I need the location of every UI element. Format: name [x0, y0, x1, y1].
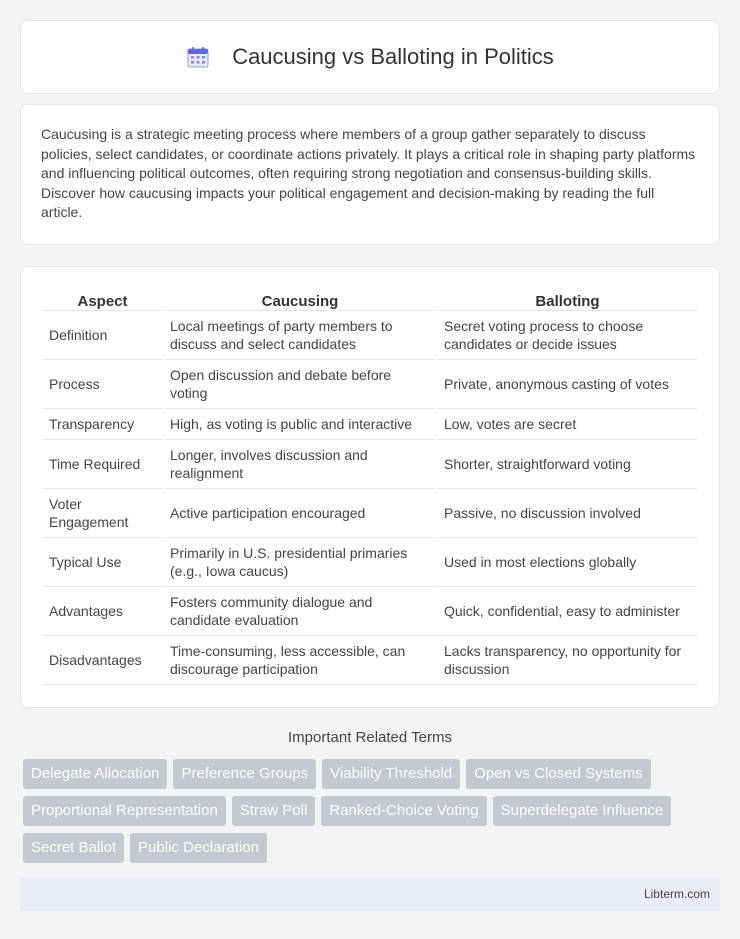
cell-caucusing: Active participation encouraged [164, 489, 436, 538]
footer-site-link[interactable]: Libterm.com [643, 886, 710, 901]
table-row [43, 360, 697, 409]
cell-balloting: Shorter, straightforward voting [438, 440, 697, 489]
cell-aspect: Voter Engagement [43, 489, 162, 538]
cell-balloting: Lacks transparency, no opportunity for discussion [438, 636, 697, 685]
cell-aspect: Advantages [43, 587, 162, 636]
table-header-row [43, 287, 697, 311]
table-row [43, 538, 697, 587]
related-term-tag[interactable]: Proportional Representation [23, 796, 226, 826]
cell-aspect: Typical Use [43, 538, 162, 587]
table-row [43, 636, 697, 685]
related-term-tag[interactable]: Public Declaration [130, 833, 267, 863]
cell-aspect: Transparency [43, 409, 162, 440]
related-terms-title: Important Related Terms [288, 728, 452, 746]
cell-aspect: Process [43, 360, 162, 409]
table-row [43, 440, 697, 489]
table-row [43, 587, 697, 636]
cell-caucusing: Fosters community dialogue and candidate evaluation [164, 587, 436, 636]
cell-caucusing: Primarily in U.S. presidential primaries (e.g., Iowa caucus) [164, 538, 436, 587]
related-term-tag[interactable]: Superdelegate Influence [493, 796, 672, 826]
related-term-tag[interactable]: Ranked-Choice Voting [321, 796, 486, 826]
related-term-tag[interactable]: Straw Poll [232, 796, 316, 826]
related-term-tag[interactable]: Preference Groups [173, 759, 316, 789]
comparison-card [20, 266, 720, 708]
footer [20, 877, 720, 911]
title-card [20, 20, 720, 94]
cell-aspect: Disadvantages [43, 636, 162, 685]
header-balloting: Balloting [438, 287, 697, 311]
cell-balloting: Private, anonymous casting of votes [438, 360, 697, 409]
cell-caucusing: Longer, involves discussion and realignment [164, 440, 436, 489]
intro-card [20, 104, 720, 245]
cell-caucusing: Local meetings of party members to discuss and select candidates [164, 311, 436, 360]
table-row [43, 311, 697, 360]
intro-text: Caucusing is a strategic meeting process where members of a group gather separately to discuss policies, select candidates, or coordinate actions privately. It plays a critical role in shaping party platforms and influencing political outcomes, often requiring strong negotiation and consensus-building skills. Discover how caucusing impacts your political engagement and decision-making by reading the full article. [41, 126, 696, 220]
cell-balloting: Quick, confidential, easy to administer [438, 587, 697, 636]
related-term-tag[interactable]: Open vs Closed Systems [466, 759, 650, 789]
cell-balloting: Secret voting process to choose candidates or decide issues [438, 311, 697, 360]
page-title: Caucusing vs Balloting in Politics [232, 44, 554, 69]
related-term-tag[interactable]: Secret Ballot [23, 833, 124, 863]
header-aspect: Aspect [43, 287, 162, 311]
cell-aspect: Time Required [43, 440, 162, 489]
cell-aspect: Definition [43, 311, 162, 360]
related-term-tag[interactable]: Viability Threshold [322, 759, 460, 789]
related-terms-list [20, 759, 720, 863]
header-caucusing: Caucusing [164, 287, 436, 311]
cell-balloting: Low, votes are secret [438, 409, 697, 440]
table-row [43, 409, 697, 440]
table-row [43, 489, 697, 538]
calendar-icon [186, 45, 210, 69]
cell-balloting: Used in most elections globally [438, 538, 697, 587]
comparison-table [41, 287, 699, 685]
cell-caucusing: Open discussion and debate before voting [164, 360, 436, 409]
related-term-tag[interactable]: Delegate Allocation [23, 759, 167, 789]
cell-caucusing: High, as voting is public and interactive [164, 409, 436, 440]
cell-caucusing: Time-consuming, less accessible, can discourage participation [164, 636, 436, 685]
cell-balloting: Passive, no discussion involved [438, 489, 697, 538]
